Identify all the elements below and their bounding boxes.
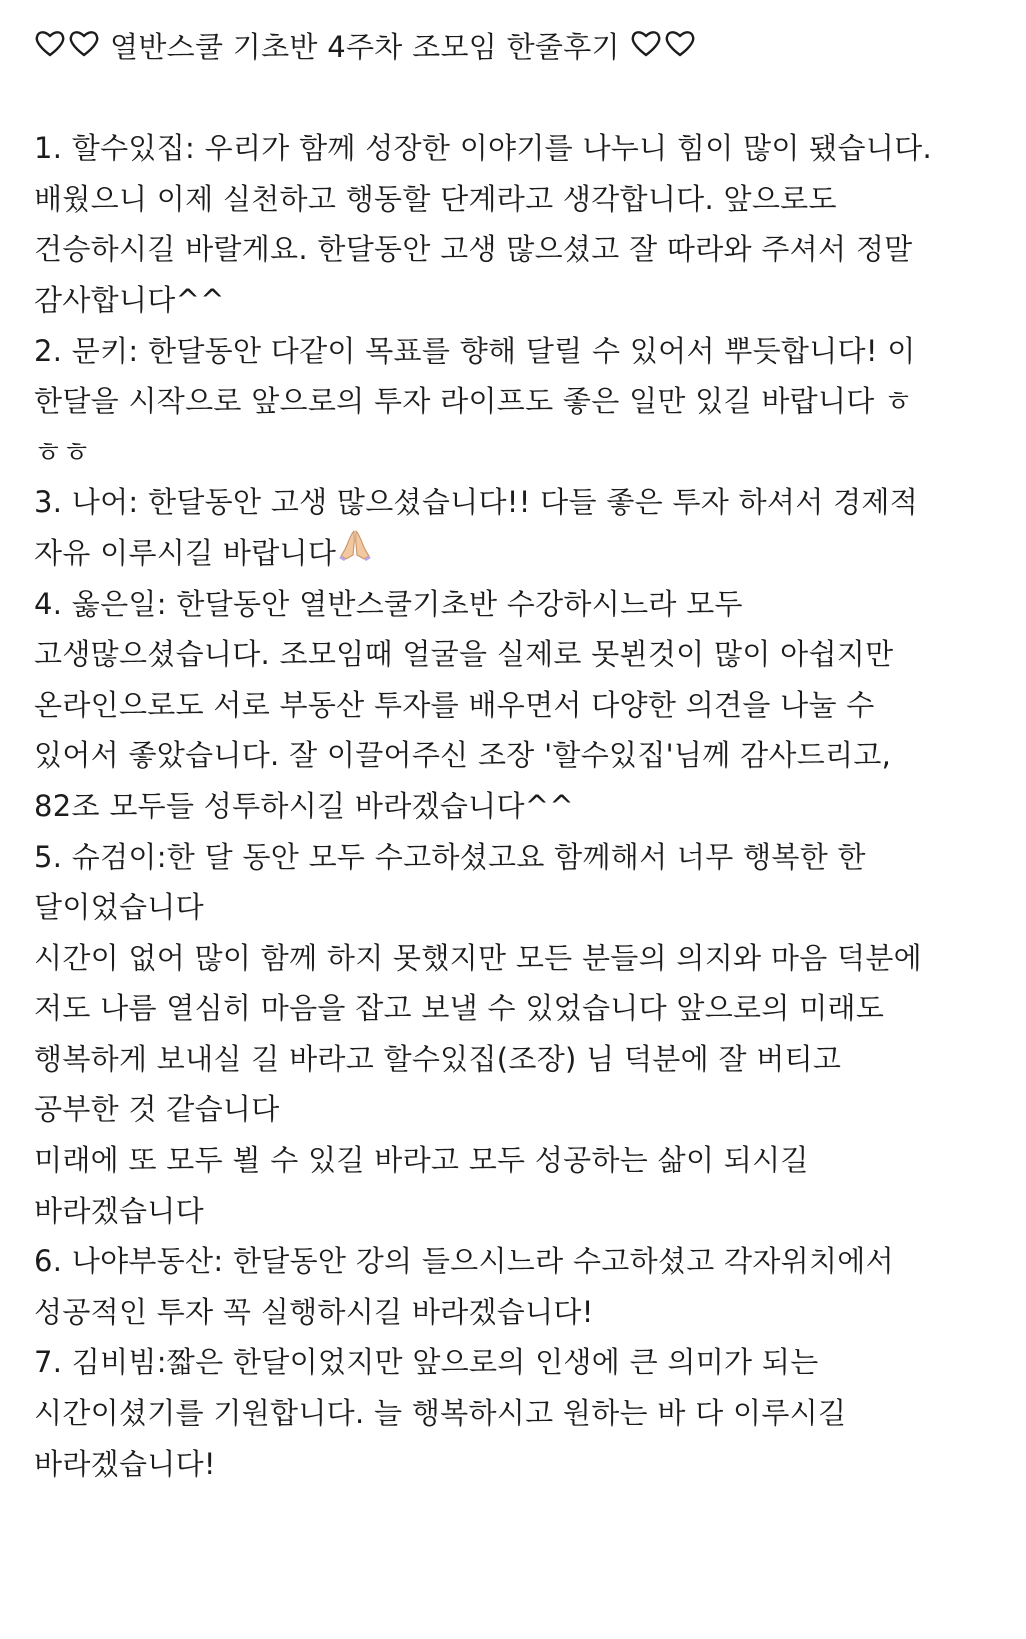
review-line: 감사합니다^^ (34, 282, 225, 317)
review-line: 한달을 시작으로 앞으로의 투자 라이프도 좋은 일만 있길 바랍니다 ㅎ (34, 384, 913, 419)
review-line: 행복하게 보내실 길 바라고 할수있집(조장) 님 덕분에 잘 버티고 (34, 1041, 842, 1076)
review-line: 바라겠습니다 (34, 1193, 204, 1228)
review-line: 82조 모두들 성투하시길 바라겠습니다^^ (34, 788, 574, 823)
review-line: 자유 이루시길 바랍니다 (34, 535, 337, 570)
review-line: 미래에 또 모두 뵐 수 있길 바라고 모두 성공하는 삶이 되시길 (34, 1143, 809, 1178)
review-line: 공부한 것 같습니다 (34, 1092, 280, 1127)
spacer (34, 73, 994, 124)
review-line: 배웠으니 이제 실천하고 행동할 단계라고 생각합니다. 앞으로도 (34, 181, 837, 216)
review-line: 건승하시길 바랄게요. 한달동안 고생 많으셨고 잘 따라와 주셔서 정말 (34, 232, 913, 267)
post-title-text: 열반스쿨 기초반 4주차 조모임 한줄후기 (110, 30, 620, 64)
review-line: 3. 나어: 한달동안 고생 많으셨습니다!! 다들 좋은 투자 하셔서 경제적 (34, 485, 919, 520)
folded-hands-icon (338, 527, 372, 578)
review-line: 시간이 없어 많이 함께 하지 못했지만 모든 분들의 의지와 마음 덕분에 (34, 940, 922, 975)
review-line: 온라인으로도 서로 부동산 투자를 배우면서 다양한 의견을 나눌 수 (34, 687, 875, 722)
review-line: 7. 김비빔:짧은 한달이었지만 앞으로의 인생에 큰 의미가 되는 (34, 1345, 819, 1380)
review-line: ㅎㅎ (34, 434, 91, 469)
post-title (34, 22, 994, 73)
heart-outline-icon (34, 24, 102, 75)
review-line: 4. 옳은일: 한달동안 열반스쿨기초반 수강하시느라 모두 (34, 586, 743, 621)
review-line: 달이었습니다 (34, 890, 204, 925)
review-line-with-emoji (34, 528, 994, 579)
review-line: 고생많으셨습니다. 조모임때 얼굴을 실제로 못뵌것이 많이 아쉽지만 (34, 637, 894, 672)
heart-outline-icon (630, 24, 698, 75)
review-line: 시간이셨기를 기원합니다. 늘 행복하시고 원하는 바 다 이루시길 (34, 1396, 847, 1431)
review-line: 있어서 좋았습니다. 잘 이끌어주신 조장 '할수있집'님께 감사드리고, (34, 738, 892, 773)
review-line: 1. 할수있집: 우리가 함께 성장한 이야기를 나누니 힘이 많이 됐습니다. (34, 131, 933, 166)
review-line: 바라겠습니다! (34, 1446, 216, 1481)
review-line: 5. 슈검이:한 달 동안 모두 수고하셨고요 함께해서 너무 행복한 한 (34, 839, 866, 874)
post-body (34, 22, 994, 1489)
review-line: 2. 문키: 한달동안 다같이 목표를 향해 달릴 수 있어서 뿌듯합니다! 이 (34, 333, 916, 368)
review-line: 성공적인 투자 꼭 실행하시길 바라겠습니다! (34, 1294, 594, 1329)
review-line: 저도 나름 열심히 마음을 잡고 보낼 수 있었습니다 앞으로의 미래도 (34, 991, 885, 1026)
review-line: 6. 나야부동산: 한달동안 강의 들으시느라 수고하셨고 각자위치에서 (34, 1244, 894, 1279)
